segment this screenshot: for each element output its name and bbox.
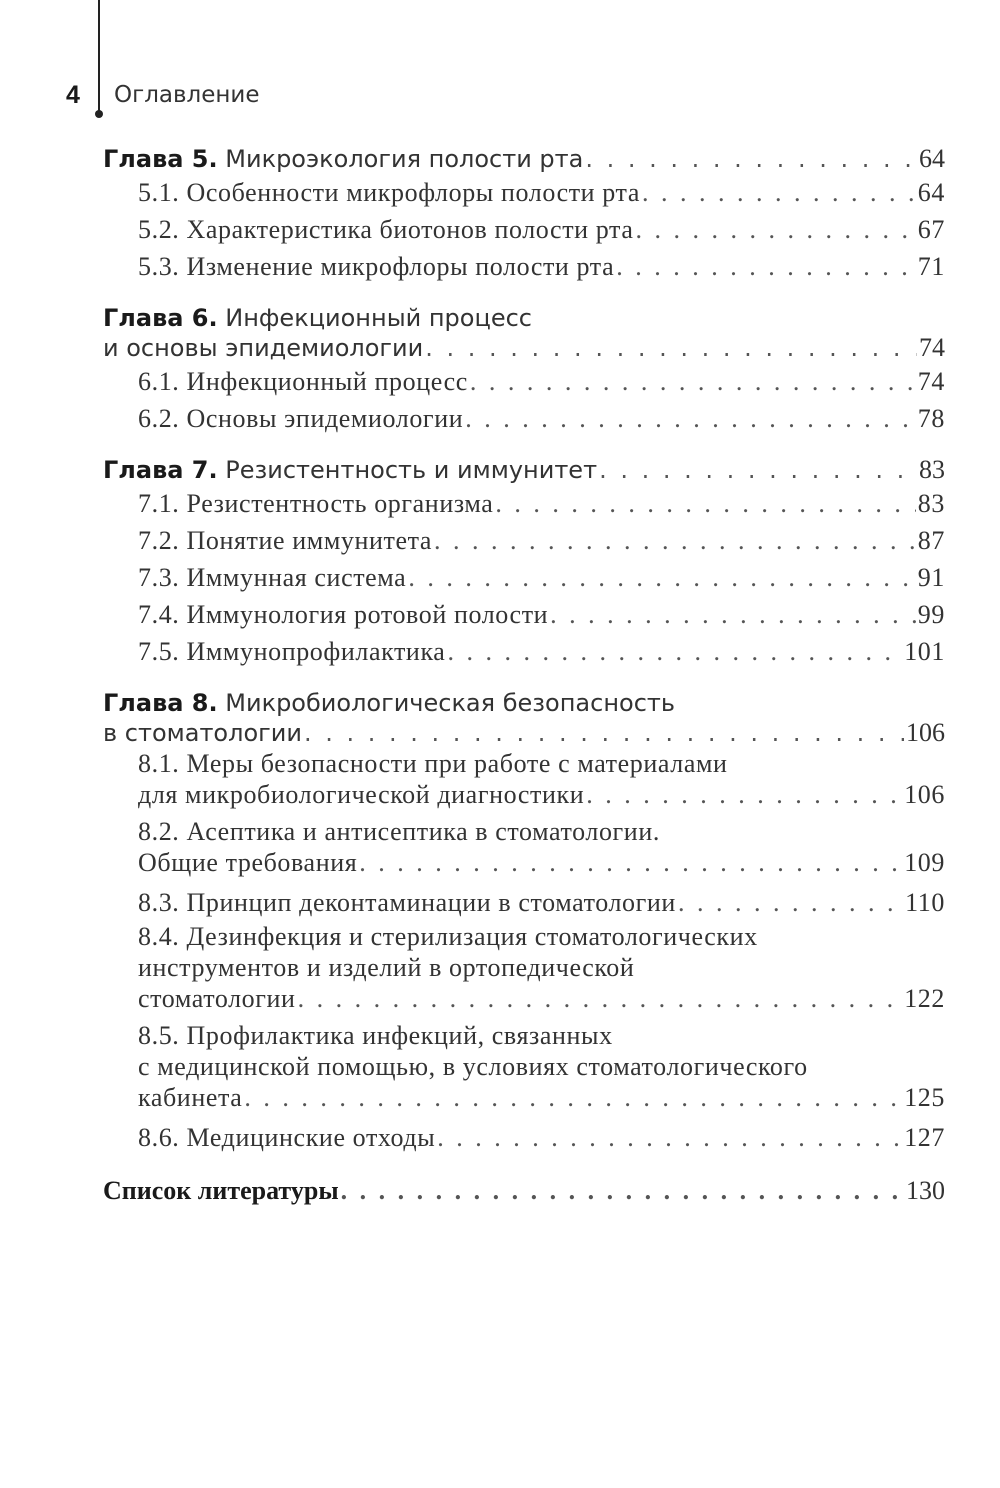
toc-section[interactable]: [138, 400, 945, 437]
leader-dots: [635, 211, 915, 248]
section-title: 7.3. Иммунная система: [138, 563, 407, 592]
toc-section[interactable]: [138, 485, 945, 522]
toc-section[interactable]: [138, 1119, 945, 1156]
chapter-label: Глава 8.: [103, 689, 218, 717]
page-ref: 64: [919, 144, 945, 173]
leader-dots: [408, 559, 915, 596]
toc-references[interactable]: [103, 1174, 945, 1208]
leader-dots: [678, 884, 903, 921]
margin-rule-dot: [95, 110, 103, 118]
leader-dots: [470, 363, 916, 400]
toc-section[interactable]: [138, 559, 945, 596]
leader-dots: [447, 633, 902, 670]
references-title: Список литературы: [103, 1176, 339, 1205]
section-title-line-2: для микробиологической диагностики: [138, 780, 585, 809]
leader-dots: [586, 779, 902, 810]
toc-chapter-5: [103, 144, 945, 285]
leader-dots: [244, 1082, 902, 1113]
page-ref: 101: [904, 637, 945, 666]
page-ref: 78: [917, 404, 945, 433]
leader-dots: [495, 485, 915, 522]
leader-dots: [437, 1119, 902, 1156]
section-title: 7.4. Иммунология ротовой полости: [138, 600, 549, 629]
leader-dots: [359, 847, 902, 878]
page-ref: 74: [917, 367, 945, 396]
section-title: 5.2. Характеристика биотонов полости рта: [138, 215, 634, 244]
section-title: 6.1. Инфекционный процесс: [138, 367, 468, 396]
toc-chapter-6: [103, 303, 945, 437]
section-title: 8.5. Профилактика инфекций, связанных: [138, 1021, 613, 1050]
page-ref: 130: [906, 1176, 945, 1205]
section-title: 8.3. Принцип деконтаминации в стоматологии: [138, 888, 676, 917]
section-title: 7.2. Понятие иммунитета: [138, 526, 433, 555]
margin-rule: [98, 0, 100, 112]
chapter-title-line-2: в стоматологии: [103, 719, 302, 747]
section-title: 7.1. Резистентность организма: [138, 489, 494, 518]
toc-section[interactable]: [138, 748, 945, 810]
section-title-line-3: кабинета: [138, 1083, 243, 1112]
table-of-contents: [103, 144, 945, 1208]
chapter-label: Глава 6.: [103, 304, 218, 332]
leader-dots: [465, 400, 916, 437]
page-ref: 87: [917, 526, 945, 555]
leader-dots: [341, 1174, 904, 1208]
page-ref: 67: [917, 215, 945, 244]
toc-section[interactable]: [138, 633, 945, 670]
chapter-title: Резистентность и иммунитет: [225, 456, 598, 484]
chapter-label: Глава 7.: [103, 456, 218, 484]
section-title: 8.6. Медицинские отходы: [138, 1123, 436, 1152]
toc-section[interactable]: [138, 522, 945, 559]
page-ref: 122: [904, 984, 945, 1013]
section-title: 8.4. Дезинфекция и стерилизация стоматологических: [138, 922, 758, 951]
section-title: 5.3. Изменение микрофлоры полости рта: [138, 252, 615, 281]
leader-dots: [298, 983, 903, 1014]
chapter-title-line-2: и основы эпидемиологии: [103, 334, 424, 362]
chapter-heading[interactable]: [103, 455, 945, 485]
page-ref: 74: [919, 333, 945, 362]
toc-section[interactable]: [138, 1020, 945, 1113]
chapter-title: Микробиологическая безопасность: [225, 689, 676, 717]
page-number: 4: [66, 81, 80, 109]
chapter-heading[interactable]: [103, 144, 945, 174]
toc-section[interactable]: [138, 248, 945, 285]
page-ref: 64: [917, 178, 945, 207]
section-title-line-2: с медицинской помощью, в условиях стоматологического: [138, 1052, 808, 1081]
section-title: 8.1. Меры безопасности при работе с материалами: [138, 749, 728, 778]
page-ref: 99: [917, 600, 945, 629]
toc-chapter-8: [103, 688, 945, 1156]
page-ref: 83: [919, 455, 945, 484]
chapter-title: Микроэкология полости рта: [225, 145, 584, 173]
page-ref: 106: [904, 780, 945, 809]
toc-section[interactable]: [138, 884, 945, 921]
toc-section[interactable]: [138, 816, 945, 878]
section-title-line-2: инструментов и изделий в ортопедической: [138, 953, 635, 982]
section-title-line-2: Общие требования: [138, 848, 358, 877]
page-ref: 106: [906, 718, 945, 747]
section-title: 7.5. Иммунопрофилактика: [138, 637, 446, 666]
page-ref: 91: [917, 563, 945, 592]
leader-dots: [550, 596, 916, 633]
section-title: 6.2. Основы эпидемиологии: [138, 404, 464, 433]
toc-section[interactable]: [138, 174, 945, 211]
leader-dots: [434, 522, 916, 559]
page-ref: 71: [917, 252, 945, 281]
leader-dots: [616, 248, 916, 285]
chapter-heading[interactable]: [103, 303, 945, 363]
toc-section[interactable]: [138, 363, 945, 400]
chapter-title: Инфекционный процесс: [225, 304, 532, 332]
running-title: Оглавление: [114, 82, 260, 108]
toc-section[interactable]: [138, 596, 945, 633]
page-ref: 109: [904, 848, 945, 877]
toc-chapter-7: [103, 455, 945, 670]
leader-dots: [304, 718, 904, 748]
page-ref: 83: [917, 489, 945, 518]
chapter-label: Глава 5.: [103, 145, 218, 173]
toc-section[interactable]: [138, 921, 945, 1014]
leader-dots: [425, 333, 917, 363]
section-title: 8.2. Асептика и антисептика в стоматологии.: [138, 817, 660, 846]
section-title: 5.1. Особенности микрофлоры полости рта: [138, 178, 640, 207]
section-title-line-3: стоматологии: [138, 984, 296, 1013]
page-ref: 127: [904, 1123, 945, 1152]
chapter-heading[interactable]: [103, 688, 945, 748]
page-ref: 110: [905, 888, 945, 917]
leader-dots: [599, 455, 917, 485]
page-ref: 125: [904, 1083, 945, 1112]
leader-dots: [642, 174, 916, 211]
leader-dots: [585, 144, 917, 174]
toc-section[interactable]: [138, 211, 945, 248]
